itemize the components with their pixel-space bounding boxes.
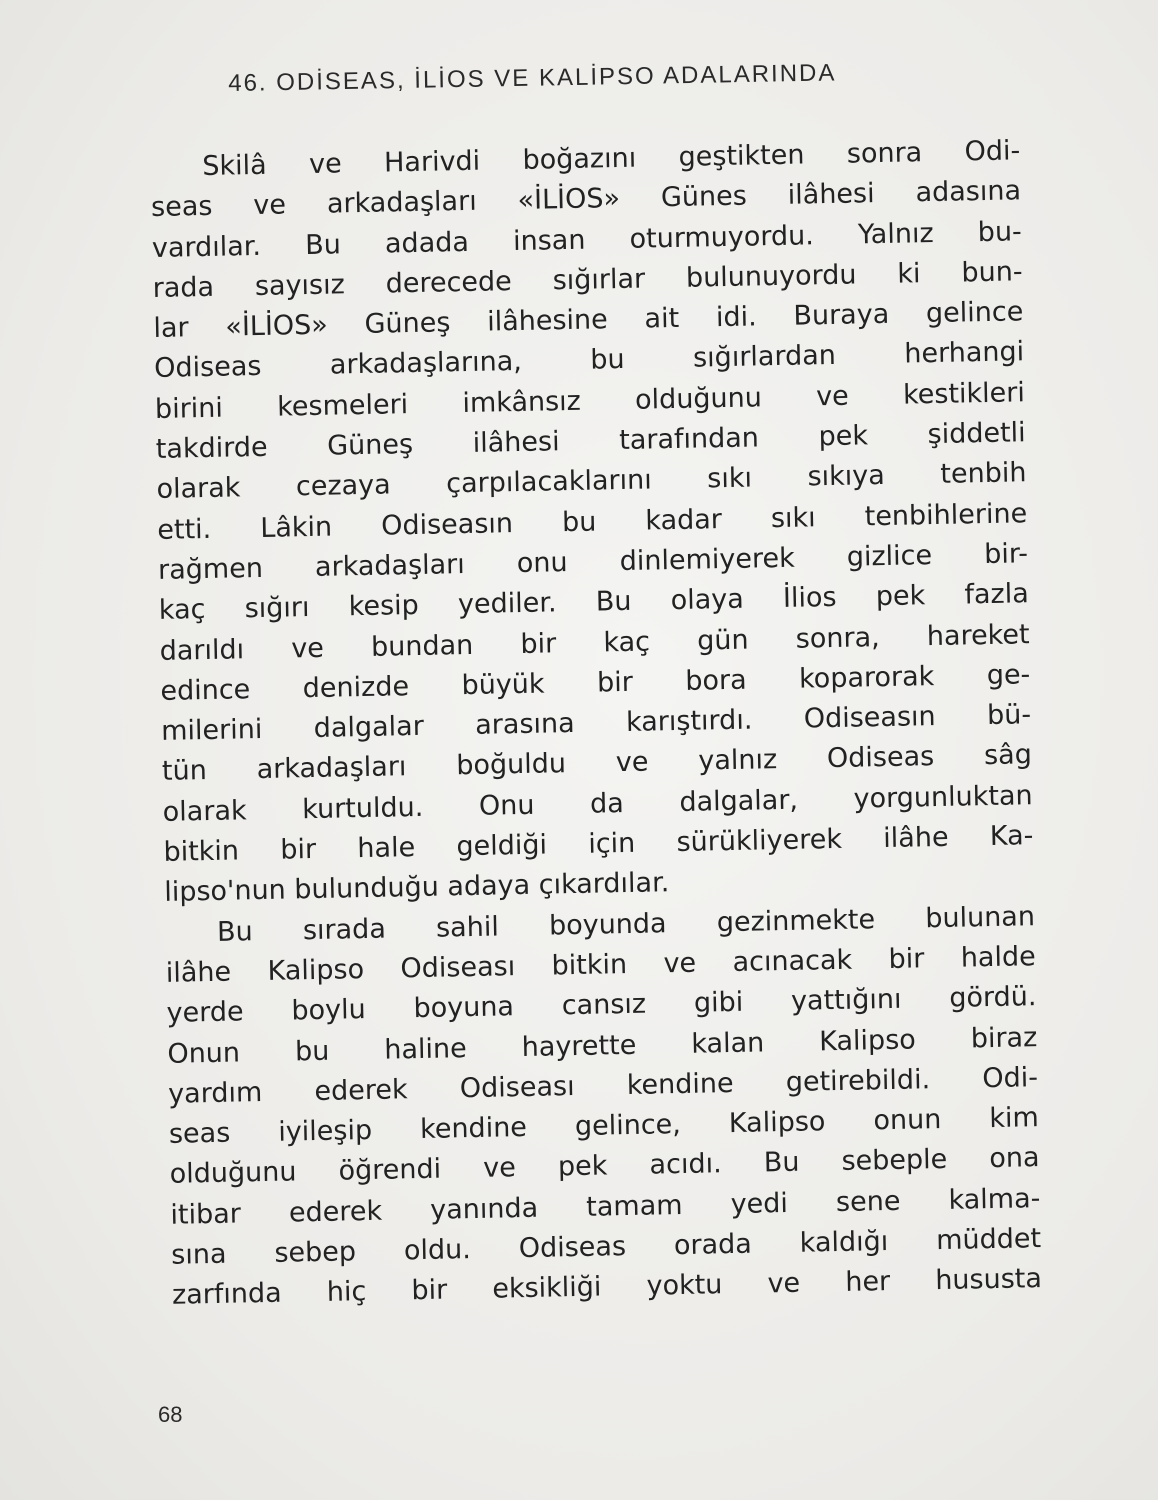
text-line: olarak cezaya çarpılacaklarını sıkı sıkıya tenbih	[156, 457, 1027, 506]
text-line: milerini dalgalar arasına karıştırdı. Odiseasın bü-	[160, 699, 1032, 748]
text-line: kaç sığırı kesip yediler. Bu olaya İlios pek fazla	[158, 578, 1030, 627]
text-line: rada sayısız derecede sığırlar bulunuyordu ki bun-	[152, 256, 1023, 304]
text-line: yardım ederek Odiseası kendine getirebildi. Odi-	[167, 1061, 1039, 1110]
text-line: ilâhe Kalipso Odiseası bitkin ve acınacak bir halde	[165, 941, 1036, 989]
text-line: takdirde Güneş ilâhesi tarafından pek şiddetli	[155, 417, 1026, 466]
text-line: edince denizde büyük bir bora koparorak ge-	[160, 659, 1031, 707]
text-line: rağmen arkadaşları onu dinlemiyerek gizlice bir-	[157, 538, 1029, 586]
text-line: birini kesmeleri imkânsız olduğunu ve kestikleri	[154, 377, 1026, 425]
text-line: yerde boylu boyuna cansız gibi yattığını gördü.	[166, 981, 1037, 1030]
body-text	[150, 131, 1042, 1316]
text-line: olduğunu öğrendi ve pek acıdı. Bu sebeple ona	[169, 1142, 1040, 1191]
text-line: Bu sırada sahil boyunda gezinmekte bulunan	[216, 900, 1036, 948]
chapter-heading: 46. ODİSEAS, İLİOS VE KALİPSO ADALARINDA	[228, 59, 837, 97]
text-line: vardılar. Bu adada insan oturmuyordu. Yalnız bu-	[151, 215, 1023, 264]
text-line: seas ve arkadaşları «İLİOS» Günes ilâhesi adasına	[150, 175, 1022, 224]
text-line: zarfında hiç bir eksikliği yoktu ve her hususta	[171, 1263, 1043, 1312]
text-line: lipso'nun bulunduğu adaya çıkardılar.	[164, 867, 670, 909]
text-line: Onun bu haline hayrette kalan Kalipso biraz	[167, 1021, 1038, 1070]
text-line: lar «İLİOS» Güneş ilâhesine ait idi. Buraya gelince	[153, 296, 1024, 345]
text-line: olarak kurtuldu. Onu da dalgalar, yorgunluktan	[162, 779, 1033, 828]
text-line: tün arkadaşları boğuldu ve yalnız Odiseas sâg	[161, 739, 1033, 788]
text-line: sına sebep oldu. Odiseas orada kaldığı müddet	[170, 1223, 1042, 1271]
page-number: 68	[158, 1402, 183, 1427]
text-line: Odiseas arkadaşlarına, bu sığırlardan herhangi	[153, 336, 1025, 385]
text-line: Skilâ ve Harivdi boğazını geştikten sonra Odi-	[202, 135, 1021, 182]
text-line: etti. Lâkin Odiseasın bu kadar sıkı tenbihlerine	[157, 497, 1028, 546]
text-line: itibar ederek yanında tamam yedi sene kalma-	[170, 1182, 1041, 1231]
text-line: darıldı ve bundan bir kaç gün sonra, hareket	[159, 618, 1030, 667]
text-line: bitkin bir hale geldiği için sürükliyerek ilâhe Ka-	[163, 820, 1034, 868]
text-line: seas iyileşip kendine gelince, Kalipso onun kim	[168, 1102, 1040, 1150]
